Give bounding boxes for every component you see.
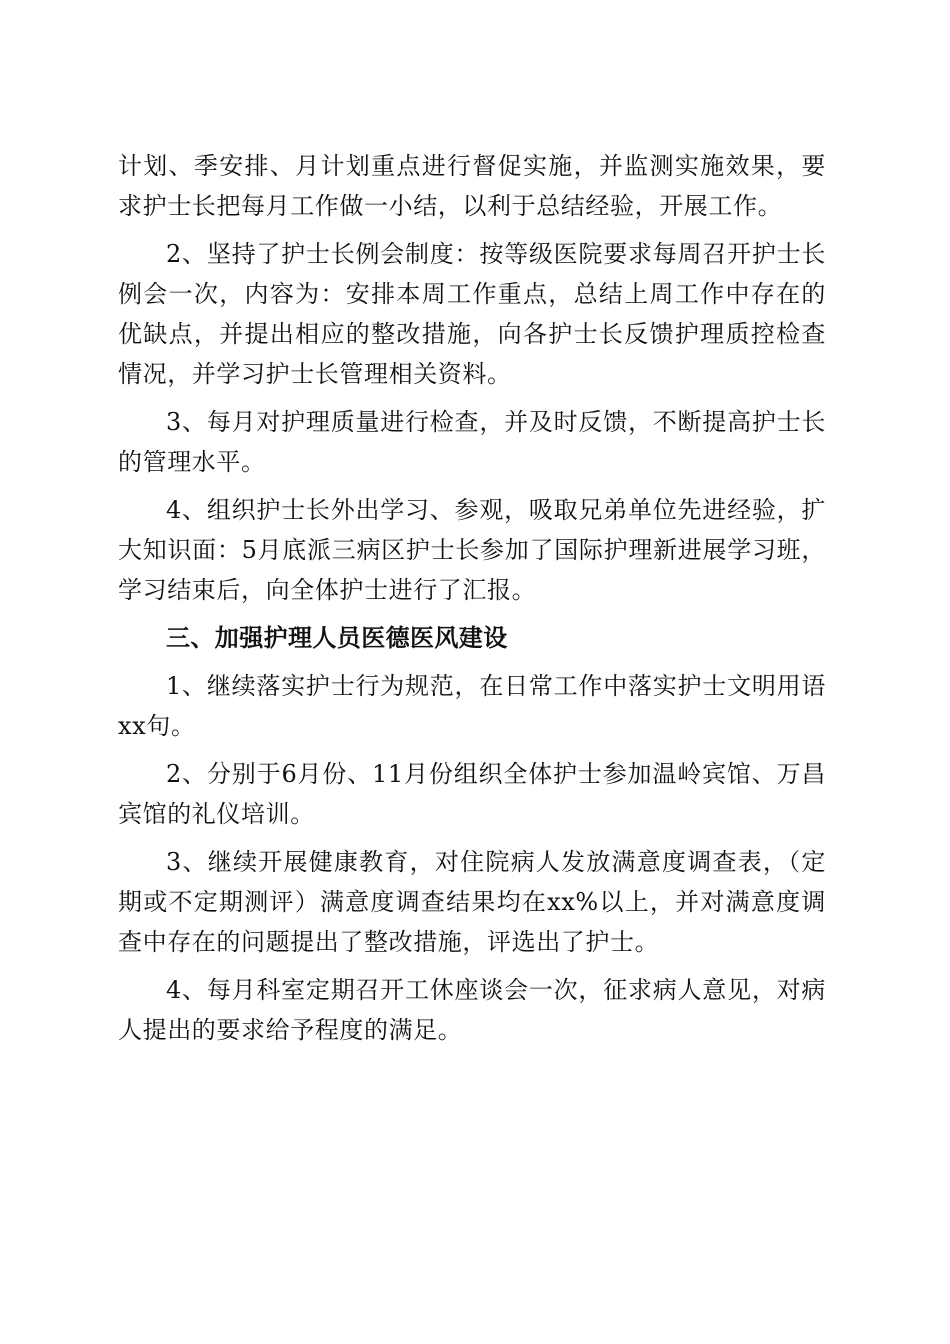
section-heading: 三、加强护理人员医德医风建设 [166,624,508,652]
document-body [118,146,826,1058]
section-paragraph-3: 3、继续开展健康教育，对住院病人发放满意度调查表，（定期或不定期测评）满意度调查结果均在xx%以上，并对满意度调查中存在的问题提出了整改措施，评选出了护士。 [118,848,826,956]
paragraph-continuation: 计划、季安排、月计划重点进行督促实施，并监测实施效果，要求护士长把每月工作做一小结，以利于总结经验，开展工作。 [118,152,826,220]
paragraph-item-4: 4、组织护士长外出学习、参观，吸取兄弟单位先进经验，扩大知识面：5月底派三病区护士长参加了国际护理新进展学习班，学习结束后，向全体护士进行了汇报。 [118,496,826,604]
paragraph-item-3: 3、每月对护理质量进行检查，并及时反馈，不断提高护士长的管理水平。 [118,408,826,476]
section-paragraph-4: 4、每月科室定期召开工休座谈会一次，征求病人意见，对病人提出的要求给予程度的满足。 [118,976,826,1044]
paragraph-item-2: 2、坚持了护士长例会制度：按等级医院要求每周召开护士长例会一次，内容为：安排本周工作重点，总结上周工作中存在的优缺点，并提出相应的整改措施，向各护士长反馈护理质控检查情况，并学习护士长管理相关资料。 [118,240,826,388]
section-paragraph-2: 2、分别于6月份、11月份组织全体护士参加温岭宾馆、万昌宾馆的礼仪培训。 [118,760,826,828]
section-paragraph-1: 1、继续落实护士行为规范，在日常工作中落实护士文明用语xx句。 [118,672,826,740]
